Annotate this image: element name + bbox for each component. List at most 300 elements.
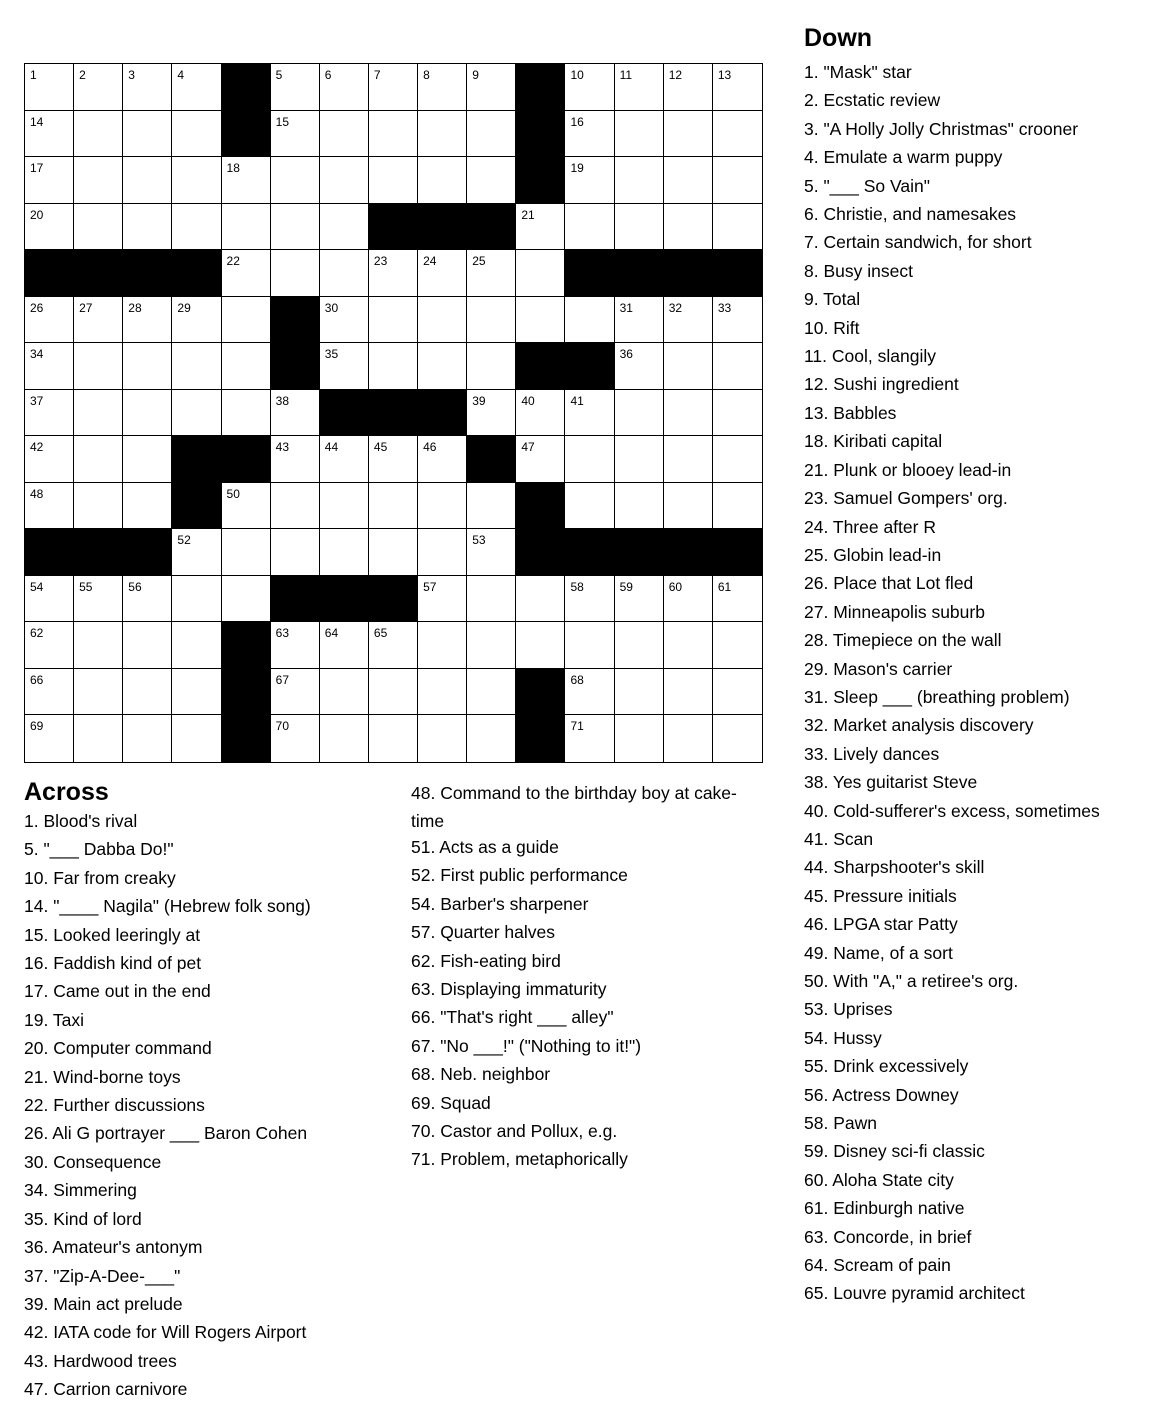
grid-cell[interactable] [664,436,713,483]
grid-cell[interactable] [565,157,614,204]
black-square [467,436,516,483]
down-clue[interactable]: 2. Ecstatic review [804,90,941,111]
grid-cell[interactable] [172,297,221,344]
grid-cell[interactable] [467,529,516,576]
grid-cell[interactable] [123,64,172,111]
clue-number: 43 [275,440,290,455]
across-clue[interactable]: 22. Further discussions [24,1095,205,1116]
grid-cell[interactable] [516,576,565,623]
grid-cell[interactable] [664,343,713,390]
grid-cell[interactable] [25,111,74,158]
grid-cell[interactable] [615,622,664,669]
grid-cell[interactable] [271,390,320,437]
grid-cell[interactable] [123,343,172,390]
black-square [615,250,664,297]
clue-number: 54 [30,579,44,594]
down-clue[interactable]: 28. Timepiece on the wall [804,630,1002,651]
grid-cell[interactable] [615,297,664,344]
grid-cell[interactable] [664,64,713,111]
down-clue[interactable]: 53. Uprises [804,999,893,1020]
clue-number: 36 [619,347,633,362]
grid-cell[interactable] [320,669,369,716]
grid-cell[interactable] [713,157,762,204]
grid-cell[interactable] [25,297,74,344]
grid-cell[interactable] [172,715,221,762]
grid-cell[interactable] [664,204,713,251]
down-clue[interactable]: 8. Busy insect [804,260,913,281]
down-clue[interactable]: 45. Pressure initials [804,885,957,906]
grid-cell[interactable] [25,669,74,716]
grid-cell[interactable] [418,297,467,344]
grid-cell[interactable] [320,250,369,297]
down-clue[interactable]: 24. Three after R [804,516,936,537]
down-clue[interactable]: 5. "___ So Vain" [804,175,930,196]
grid-cell[interactable] [565,622,614,669]
grid-cell[interactable] [271,669,320,716]
grid-cell[interactable] [172,157,221,204]
across-heading: Across [24,778,109,806]
grid-cell[interactable] [369,64,418,111]
grid-cell[interactable] [25,576,74,623]
grid-cell[interactable] [565,715,614,762]
grid-cell[interactable] [74,715,123,762]
down-clue[interactable]: 21. Plunk or blooey lead-in [804,459,1012,480]
grid-cell[interactable] [25,715,74,762]
grid-cell[interactable] [320,157,369,204]
down-clue[interactable]: 7. Certain sandwich, for short [804,232,1032,253]
black-square [123,250,172,297]
grid-cell[interactable] [418,111,467,158]
grid-cell[interactable] [222,390,271,437]
across-clue[interactable]: 66. "That's right ___ alley" [411,1007,614,1028]
clue-number: 48 [30,486,44,501]
grid-cell[interactable] [271,715,320,762]
grid-cell[interactable] [369,529,418,576]
grid-cell[interactable] [271,157,320,204]
grid-cell[interactable] [516,250,565,297]
grid-cell[interactable] [516,436,565,483]
clue-number: 50 [226,486,240,501]
grid-cell[interactable] [123,111,172,158]
grid-cell[interactable] [418,669,467,716]
grid-cell[interactable] [74,297,123,344]
grid-cell[interactable] [713,483,762,530]
grid-cell[interactable] [74,157,123,204]
down-clue[interactable]: 56. Actress Downey [804,1084,959,1105]
clue-number: 53 [472,533,486,548]
down-clue[interactable]: 60. Aloha State city [804,1169,954,1190]
grid-cell[interactable] [271,622,320,669]
grid-cell[interactable] [172,204,221,251]
grid-cell[interactable] [565,576,614,623]
grid-cell[interactable] [418,157,467,204]
clue-number: 8 [423,68,430,82]
grid-cell[interactable] [615,64,664,111]
grid-cell[interactable] [565,436,614,483]
grid-cell[interactable] [123,204,172,251]
grid-cell[interactable] [516,297,565,344]
black-square [369,390,418,437]
across-clue[interactable]: 17. Came out in the end [24,981,211,1002]
grid-cell[interactable] [25,622,74,669]
clue-number: 38 [275,393,290,408]
clue-number: 69 [30,719,44,734]
grid-cell[interactable] [74,343,123,390]
down-clue[interactable]: 59. Disney sci-fi classic [804,1141,985,1162]
grid-cell[interactable] [123,576,172,623]
down-clue[interactable]: 46. LPGA star Patty [804,914,958,935]
grid-cell[interactable] [369,715,418,762]
across-clue[interactable]: 19. Taxi [24,1009,84,1030]
grid-cell[interactable] [369,343,418,390]
down-clue[interactable]: 29. Mason's carrier [804,658,953,679]
across-clue[interactable]: 15. Looked leeringly at [24,924,201,945]
grid-cell[interactable] [467,483,516,530]
black-square [222,715,271,762]
grid-cell[interactable] [74,669,123,716]
across-clue[interactable]: 34. Simmering [24,1180,137,1201]
grid-cell[interactable] [615,669,664,716]
down-clue[interactable]: 40. Cold-sufferer's excess, sometimes [804,800,1100,821]
down-clue[interactable]: 23. Samuel Gompers' org. [804,488,1008,509]
grid-cell[interactable] [222,250,271,297]
grid-cell[interactable] [664,297,713,344]
grid-cell[interactable] [172,111,221,158]
grid-cell[interactable] [713,576,762,623]
down-clue[interactable]: 10. Rift [804,317,860,338]
grid-cell[interactable] [615,715,664,762]
grid-cell[interactable] [369,157,418,204]
down-clue[interactable]: 27. Minneapolis suburb [804,601,985,622]
grid-cell[interactable] [467,111,516,158]
black-square [664,529,713,576]
across-clue-48[interactable]: 48. Command to the birthday boy at cake-time [411,783,737,831]
grid-cell[interactable] [467,297,516,344]
grid-cell[interactable] [615,343,664,390]
grid-cell[interactable] [222,529,271,576]
down-clue[interactable]: 26. Place that Lot fled [804,573,974,594]
black-square [369,204,418,251]
grid-cell[interactable] [320,483,369,530]
down-clue[interactable]: 41. Scan [804,828,874,849]
across-clue[interactable]: 52. First public performance [411,865,628,886]
grid-cell[interactable] [123,483,172,530]
grid-cell[interactable] [271,483,320,530]
grid-cell[interactable] [123,436,172,483]
grid-cell[interactable] [664,715,713,762]
grid-cell[interactable] [615,204,664,251]
grid-cell[interactable] [25,390,74,437]
black-square [25,529,74,576]
grid-cell[interactable] [271,111,320,158]
across-clue[interactable]: 1. Blood's rival [24,811,138,831]
across-clue[interactable]: 20. Computer command [24,1038,212,1059]
down-clue[interactable]: 64. Scream of pain [804,1255,951,1276]
grid-cell[interactable] [320,529,369,576]
down-clue[interactable]: 25. Globin lead-in [804,544,942,565]
across-clue[interactable]: 30. Consequence [24,1151,162,1172]
grid-cell[interactable] [222,483,271,530]
grid-cell[interactable] [123,390,172,437]
across-clue[interactable]: 69. Squad [411,1092,491,1113]
clue-number: 21 [521,207,535,222]
across-clue[interactable]: 71. Problem, metaphorically [411,1149,628,1170]
grid-cell[interactable] [172,529,221,576]
grid-cell[interactable] [418,343,467,390]
grid-cell[interactable] [664,483,713,530]
across-clue[interactable]: 35. Kind of lord [24,1208,142,1229]
grid-cell[interactable] [74,436,123,483]
grid-cell[interactable] [320,64,369,111]
down-clue[interactable]: 3. "A Holly Jolly Christmas" crooner [804,118,1079,139]
grid-cell[interactable] [516,622,565,669]
grid-cell[interactable] [25,204,74,251]
grid-cell[interactable] [565,297,614,344]
down-clue[interactable]: 58. Pawn [804,1113,877,1134]
grid-cell[interactable] [565,64,614,111]
across-clue[interactable]: 10. Far from creaky [24,867,176,888]
grid-cell[interactable] [467,343,516,390]
grid-cell[interactable] [25,157,74,204]
clue-number: 15 [275,114,290,129]
black-square [172,436,221,483]
across-clue[interactable]: 47. Carrion carnivore [24,1379,188,1400]
grid-cell[interactable] [664,390,713,437]
grid-cell[interactable] [172,64,221,111]
grid-cell[interactable] [74,622,123,669]
black-square [615,529,664,576]
across-clue[interactable]: 63. Displaying immaturity [411,979,607,1000]
across-clue[interactable]: 21. Wind-borne toys [24,1066,181,1087]
grid-cell[interactable] [172,390,221,437]
grid-cell[interactable] [565,669,614,716]
grid-cell[interactable] [25,483,74,530]
grid-cell[interactable] [172,343,221,390]
down-clue[interactable]: 49. Name, of a sort [804,942,953,963]
grid-cell[interactable] [123,669,172,716]
grid-cell[interactable] [418,436,467,483]
grid-cell[interactable] [369,669,418,716]
down-clue[interactable]: 54. Hussy [804,1027,882,1048]
down-clue[interactable]: 13. Babbles [804,402,897,423]
down-clue[interactable]: 9. Total [804,289,861,310]
grid-cell[interactable] [467,250,516,297]
grid-cell[interactable] [320,297,369,344]
grid-cell[interactable] [664,622,713,669]
clue-number: 42 [30,440,44,455]
down-clue[interactable]: 55. Drink excessively [804,1056,969,1077]
grid-cell[interactable] [25,436,74,483]
grid-cell[interactable] [222,157,271,204]
grid-cell[interactable] [713,715,762,762]
grid-cell[interactable] [418,715,467,762]
grid-cell[interactable] [74,111,123,158]
grid-cell[interactable] [74,483,123,530]
grid-cell[interactable] [467,622,516,669]
down-clue[interactable]: 18. Kiribati capital [804,431,943,452]
grid-cell[interactable] [123,157,172,204]
grid-cell[interactable] [516,204,565,251]
grid-cell[interactable] [418,576,467,623]
grid-cell[interactable] [664,576,713,623]
grid-cell[interactable] [222,204,271,251]
grid-cell[interactable] [25,64,74,111]
grid-cell[interactable] [615,483,664,530]
black-square [74,250,123,297]
grid-cell[interactable] [74,64,123,111]
grid-cell[interactable] [615,157,664,204]
down-clue[interactable]: 61. Edinburgh native [804,1198,965,1219]
grid-cell[interactable] [418,250,467,297]
across-clue[interactable]: 54. Barber's sharpener [411,893,589,914]
across-clue[interactable]: 57. Quarter halves [411,922,555,943]
grid-cell[interactable] [664,157,713,204]
down-clue[interactable]: 6. Christie, and namesakes [804,204,1017,225]
grid-cell[interactable] [565,204,614,251]
clue-number: 63 [275,626,290,641]
grid-cell[interactable] [713,297,762,344]
grid-cell[interactable] [271,250,320,297]
grid-cell[interactable] [320,111,369,158]
grid-cell[interactable] [664,111,713,158]
down-clue[interactable]: 65. Louvre pyramid architect [804,1283,1025,1304]
grid-cell[interactable] [713,64,762,111]
grid-cell[interactable] [369,111,418,158]
clue-number: 58 [570,579,584,594]
grid-cell[interactable] [172,622,221,669]
grid-cell[interactable] [320,622,369,669]
grid-cell[interactable] [271,436,320,483]
grid-cell[interactable] [467,715,516,762]
black-square [222,111,271,158]
grid-cell[interactable] [172,576,221,623]
grid-cell[interactable] [123,297,172,344]
grid-cell[interactable] [713,204,762,251]
grid-cell[interactable] [516,390,565,437]
grid-cell[interactable] [222,297,271,344]
grid-cell[interactable] [615,576,664,623]
grid-cell[interactable] [369,483,418,530]
clue-number: 46 [423,440,437,455]
black-square [467,204,516,251]
clue-number: 22 [226,254,240,269]
grid-cell[interactable] [713,111,762,158]
grid-cell[interactable] [172,669,221,716]
across-clue[interactable]: 16. Faddish kind of pet [24,953,202,974]
grid-cell[interactable] [271,64,320,111]
grid-cell[interactable] [320,715,369,762]
clue-number: 39 [472,393,486,408]
grid-cell[interactable] [320,343,369,390]
grid-cell[interactable] [713,622,762,669]
grid-cell[interactable] [713,669,762,716]
grid-cell[interactable] [271,204,320,251]
across-clue[interactable]: 51. Acts as a guide [411,837,559,857]
grid-cell[interactable] [74,576,123,623]
across-clue[interactable]: 36. Amateur's antonym [24,1237,203,1258]
grid-cell[interactable] [713,390,762,437]
grid-cell[interactable] [565,390,614,437]
clue-number: 35 [324,347,339,362]
grid-cell[interactable] [320,436,369,483]
grid-cell[interactable] [467,576,516,623]
down-clue[interactable]: 4. Emulate a warm puppy [804,147,1003,168]
grid-cell[interactable] [123,715,172,762]
across-clue[interactable]: 5. "___ Dabba Do!" [24,839,174,860]
black-square [123,529,172,576]
grid-cell[interactable] [222,343,271,390]
down-clue[interactable]: 11. Cool, slangily [804,346,936,367]
grid-cell[interactable] [467,64,516,111]
down-clue[interactable]: 38. Yes guitarist Steve [804,772,978,793]
grid-cell[interactable] [369,436,418,483]
across-clue[interactable]: 67. "No ___!" ("Nothing to it!") [411,1035,642,1056]
grid-cell[interactable] [615,390,664,437]
down-heading: Down [804,24,873,52]
grid-cell[interactable] [369,622,418,669]
down-clue[interactable]: 50. With "A," a retiree's org. [804,971,1019,991]
across-clue[interactable]: 37. "Zip-A-Dee-___" [24,1265,181,1286]
grid-cell[interactable] [565,483,614,530]
grid-cell[interactable] [123,622,172,669]
grid-cell[interactable] [713,343,762,390]
grid-cell[interactable] [369,297,418,344]
grid-cell[interactable] [369,250,418,297]
grid-cell[interactable] [615,436,664,483]
across-clue[interactable]: 70. Castor and Pollux, e.g. [411,1121,618,1142]
grid-cell[interactable] [74,390,123,437]
clue-number: 32 [668,300,683,315]
down-clue[interactable]: 1. "Mask" star [804,62,912,82]
grid-cell[interactable] [615,111,664,158]
across-clue[interactable]: 43. Hardwood trees [24,1350,177,1371]
grid-cell[interactable] [418,529,467,576]
grid-cell[interactable] [467,669,516,716]
down-clue[interactable]: 12. Sushi ingredient [804,374,959,395]
clue-number: 55 [79,579,93,594]
grid-cell[interactable] [418,622,467,669]
grid-cell[interactable] [320,204,369,251]
down-clue[interactable]: 32. Market analysis discovery [804,715,1034,736]
grid-cell[interactable] [418,64,467,111]
grid-cell[interactable] [664,669,713,716]
grid-cell[interactable] [713,436,762,483]
across-clue[interactable]: 42. IATA code for Will Rogers Airport [24,1322,307,1343]
clue-number: 33 [717,300,732,315]
down-clue[interactable]: 31. Sleep ___ (breathing problem) [804,686,1070,707]
grid-cell[interactable] [222,576,271,623]
grid-cell[interactable] [74,204,123,251]
grid-cell[interactable] [418,483,467,530]
down-clue[interactable]: 33. Lively dances [804,743,940,764]
down-clue[interactable]: 44. Sharpshooter's skill [804,857,985,878]
grid-cell[interactable] [467,157,516,204]
grid-cell[interactable] [271,529,320,576]
across-clue[interactable]: 14. "____ Nagila" (Hebrew folk song) [24,896,311,917]
grid-cell[interactable] [467,390,516,437]
across-clue[interactable]: 68. Neb. neighbor [411,1064,551,1085]
clue-number: 12 [668,68,683,82]
grid-cell[interactable] [565,111,614,158]
grid-cell[interactable] [25,343,74,390]
black-square [516,64,565,111]
across-clue[interactable]: 62. Fish-eating bird [411,950,561,971]
down-clue[interactable]: 63. Concorde, in brief [804,1226,972,1247]
clue-number: 68 [570,672,584,687]
across-clue[interactable]: 39. Main act prelude [24,1293,183,1314]
black-square [271,343,320,390]
across-clue[interactable]: 26. Ali G portrayer ___ Baron Cohen [24,1123,308,1144]
